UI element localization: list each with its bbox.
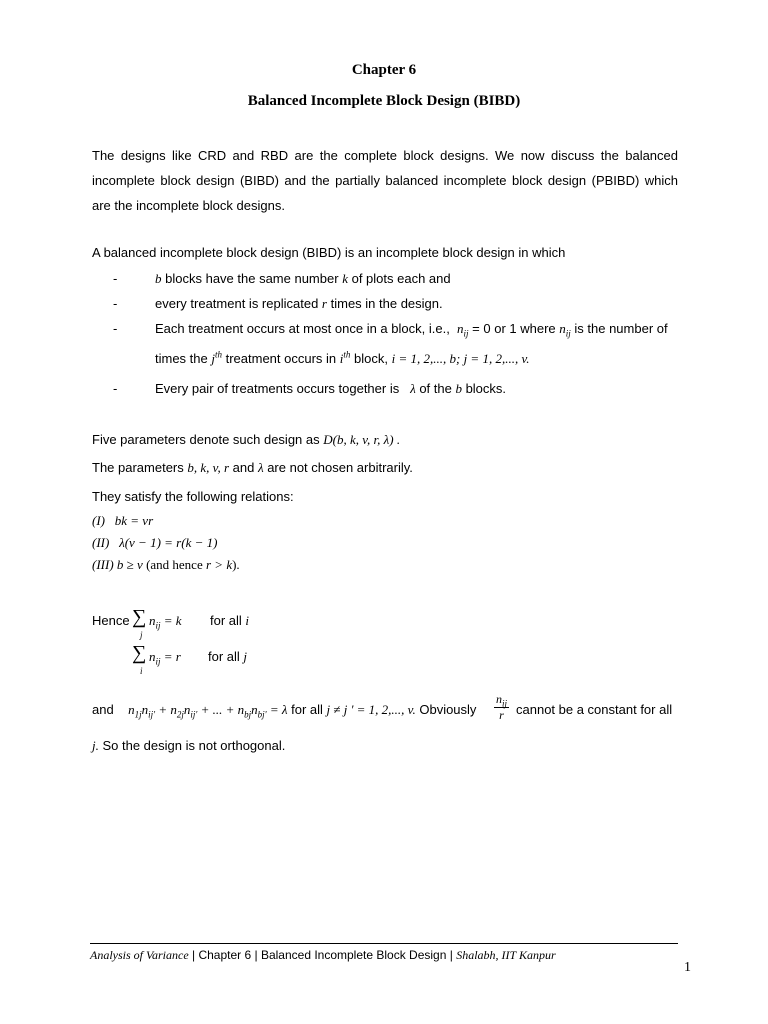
var-j: j bbox=[243, 649, 248, 664]
params-text: The parameters bbox=[92, 460, 188, 475]
bullet-text: or 1 where bbox=[490, 321, 560, 336]
forall-text: for all bbox=[208, 649, 244, 664]
math-range: i = 1, 2,..., b; j = 1, 2,..., v. bbox=[391, 351, 530, 366]
and-line-tail: cannot be a constant for all bbox=[516, 702, 673, 717]
relation-eq: λ(v − 1) = r(k − 1) bbox=[119, 535, 218, 550]
intro-paragraph: The designs like CRD and RBD are the complete block designs. We now discuss the balanced incomplete block design (BIBD) and the partially balanced incomplete block design (PBIBD) which are the incomplete block designs. bbox=[92, 148, 678, 213]
sum-expr-1 bbox=[149, 613, 182, 629]
bullet-dash: - bbox=[113, 321, 118, 336]
forall-2 bbox=[208, 649, 247, 665]
relation-text: ). bbox=[232, 557, 240, 572]
sum-sub-2: i bbox=[140, 666, 143, 676]
relations-lead: They satisfy the following relations: bbox=[92, 489, 294, 504]
bullet-item bbox=[155, 271, 451, 287]
footer-divider bbox=[90, 943, 678, 944]
var-i: i bbox=[339, 351, 344, 366]
bullet-text: treatment occurs in bbox=[222, 351, 340, 366]
conclusion-line bbox=[92, 738, 285, 754]
relation-label: (III) bbox=[92, 557, 114, 572]
params-text: and bbox=[229, 460, 258, 475]
footer-sep: | bbox=[251, 948, 261, 962]
bullet-text: of the bbox=[415, 381, 456, 396]
relation-eq: b ≥ v bbox=[116, 557, 143, 572]
relation-text: (and hence bbox=[142, 557, 206, 572]
fraction-denominator: r bbox=[499, 708, 504, 722]
bullet-text: times the bbox=[155, 351, 212, 366]
var-j: j. bbox=[92, 738, 99, 753]
definition-lead: A balanced incomplete block design (BIBD) is an incomplete block design in which bbox=[92, 245, 566, 260]
bullet-text: blocks. bbox=[461, 381, 507, 396]
math-sum-expr: $n_{1j}n_{ij'} + n_{2j}n_{ij'}$ + ... + $n_{bj}n_{bj'} = \lambda$ bbox=[128, 702, 288, 720]
hence-word: Hence bbox=[92, 613, 130, 628]
var-j: j bbox=[211, 351, 215, 366]
relation-eq: bk = vr bbox=[114, 513, 154, 528]
bullet-text: times in the design. bbox=[330, 296, 443, 311]
sum-sub-1: j bbox=[140, 630, 143, 640]
footer bbox=[90, 948, 556, 963]
bullet-text: block, bbox=[350, 351, 392, 366]
bullet-text: of plots each and bbox=[351, 271, 451, 286]
math-params: b, k, v, r bbox=[187, 460, 230, 475]
superscript: th bbox=[343, 349, 351, 360]
bullet-item bbox=[155, 381, 506, 397]
params-not-line bbox=[92, 460, 413, 476]
obviously-text: Obviously bbox=[415, 702, 477, 717]
bullet-item bbox=[155, 296, 443, 312]
page-title: Balanced Incomplete Block Design (BIBD) bbox=[247, 93, 521, 109]
footer-course: Analysis of Variance bbox=[90, 948, 189, 962]
math-eq: = k bbox=[160, 613, 182, 628]
var-k: k bbox=[342, 271, 348, 286]
relation-2 bbox=[92, 535, 217, 551]
var-lambda: λ bbox=[410, 381, 416, 396]
var-r: r bbox=[321, 296, 327, 311]
params-text: Five parameters denote such design as bbox=[92, 432, 324, 447]
fraction-numerator: $n_{ij}$ bbox=[496, 692, 508, 709]
var-lambda: λ bbox=[257, 460, 264, 475]
page-number: 1 bbox=[684, 960, 691, 975]
var-b: b bbox=[455, 381, 462, 396]
relation-label: (II) bbox=[92, 535, 110, 550]
bullet-text: Every pair of treatments occurs together is bbox=[155, 381, 400, 396]
relation-3 bbox=[92, 557, 240, 573]
params-text: are not chosen arbitrarily. bbox=[263, 460, 413, 475]
and-word: and bbox=[92, 702, 114, 717]
math-eq-zero: = 0 bbox=[468, 321, 491, 336]
sum-sigma-2: ∑ bbox=[132, 642, 147, 664]
conclusion-text: So the design is not orthogonal. bbox=[98, 738, 286, 753]
math-n: n bbox=[149, 649, 156, 664]
bullet-text: Each treatment occurs at most once in a block, i.e., bbox=[155, 321, 450, 336]
bullet-text: every treatment is replicated bbox=[155, 296, 319, 311]
subscript: ij bbox=[155, 656, 161, 667]
subscript: ij bbox=[463, 328, 469, 339]
var-i: i bbox=[245, 613, 250, 628]
chapter-heading: Chapter 6 bbox=[351, 62, 417, 78]
forall-text: for all bbox=[287, 702, 327, 717]
bullet-dash: - bbox=[113, 381, 118, 396]
bullet-text: is the number of bbox=[570, 321, 668, 336]
superscript: th bbox=[214, 349, 222, 360]
footer-topic: Balanced Incomplete Block Design bbox=[260, 948, 447, 962]
sum-sigma-1: ∑ bbox=[132, 606, 147, 628]
forall-text: for all bbox=[210, 613, 246, 628]
sum-expr-2 bbox=[149, 649, 181, 665]
math-eq: = r bbox=[160, 649, 181, 664]
bullet-text: blocks have the same number bbox=[165, 271, 339, 286]
math-n: n bbox=[149, 613, 156, 628]
footer-author: Shalabh, IIT Kanpur bbox=[456, 948, 556, 962]
math-design: D(b, k, v, r, λ) . bbox=[323, 432, 401, 447]
forall-1 bbox=[210, 613, 249, 629]
relation-label: (I) bbox=[92, 513, 105, 528]
fraction bbox=[494, 692, 509, 723]
var-b: b bbox=[155, 271, 162, 286]
relation-ineq: r > k bbox=[205, 557, 233, 572]
math-cond: j ≠ j ' = 1, 2,..., v. bbox=[326, 702, 416, 717]
relation-1 bbox=[92, 513, 153, 529]
params-line bbox=[92, 432, 400, 448]
bullet-dash: - bbox=[113, 271, 118, 286]
bullet-dash: - bbox=[113, 296, 118, 311]
math-nij: n bbox=[457, 321, 464, 336]
bullet-item-continued bbox=[155, 351, 530, 367]
footer-sep: | bbox=[188, 948, 199, 962]
footer-chapter: Chapter 6 bbox=[198, 948, 252, 962]
subscript: ij bbox=[565, 328, 571, 339]
subscript: ij bbox=[155, 620, 161, 631]
and-line bbox=[92, 702, 476, 718]
math-nij: n bbox=[559, 321, 566, 336]
bullet-item bbox=[155, 321, 668, 337]
footer-sep: | bbox=[446, 948, 457, 962]
